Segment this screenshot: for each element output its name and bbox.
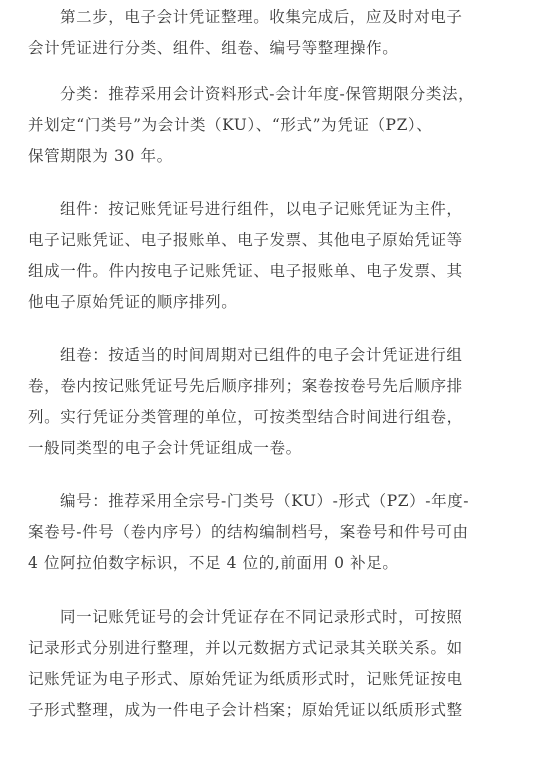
text-line: 卷，卷内按记账凭证号先后顺序排列；案卷按卷号先后顺序排 xyxy=(28,377,463,395)
text-line: 他电子原始凭证的顺序排列。 xyxy=(28,293,238,311)
paragraph-assembly xyxy=(28,194,528,318)
paragraph-classification xyxy=(28,79,528,172)
text-line: 电子记账凭证、电子报账单、电子发票、其他电子原始凭证等 xyxy=(28,231,463,249)
text-line: 记账凭证为电子形式、原始凭证为纸质形式时，记账凭证按电 xyxy=(28,670,463,688)
paragraph-step-two xyxy=(28,2,528,64)
text-line: 列。实行凭证分类管理的单位，可按类型结合时间进行组卷， xyxy=(28,408,463,426)
text-line: 组成一件。件内按电子记账凭证、电子报账单、电子发票、其 xyxy=(28,262,463,280)
text-line: 编号：推荐采用全宗号-门类号（KU）-形式（PZ）-年度- xyxy=(60,492,470,510)
paragraph-volume-grouping xyxy=(28,340,528,464)
text-line: 组件：按记账凭证号进行组件，以电子记账凭证为主件， xyxy=(60,200,463,218)
text-line: 会计凭证进行分类、组件、组卷、编号等整理操作。 xyxy=(28,39,399,57)
paragraph-numbering xyxy=(28,486,528,579)
text-line: 案卷号-件号（卷内序号）的结构编制档号，案卷号和件号可由 xyxy=(28,523,469,541)
text-line: 并划定“门类号”为会计类（KU）、“形式”为凭证（PZ）、 xyxy=(28,116,433,134)
text-line: 子形式整理，成为一件电子会计档案；原始凭证以纸质形式整 xyxy=(28,701,463,719)
text-line: 一般同类型的电子会计凭证组成一卷。 xyxy=(28,439,302,457)
text-line: 组卷：按适当的时间周期对已组件的电子会计凭证进行组 xyxy=(60,346,463,364)
text-line: 保管期限为 30 年。 xyxy=(28,147,173,165)
text-line: 第二步，电子会计凭证整理。收集完成后，应及时对电子 xyxy=(60,8,463,26)
text-line: 分类：推荐采用会计资料形式-会计年度-保管期限分类法， xyxy=(60,85,475,103)
text-line: 4 位阿拉伯数字标识，不足 4 位的,前面用 0 补足。 xyxy=(28,554,399,572)
text-line: 同一记账凭证号的会计凭证存在不同记录形式时，可按照 xyxy=(60,608,463,626)
paragraph-mixed-forms xyxy=(28,602,528,726)
text-line: 记录形式分别进行整理，并以元数据方式记录其关联关系。如 xyxy=(28,639,463,657)
